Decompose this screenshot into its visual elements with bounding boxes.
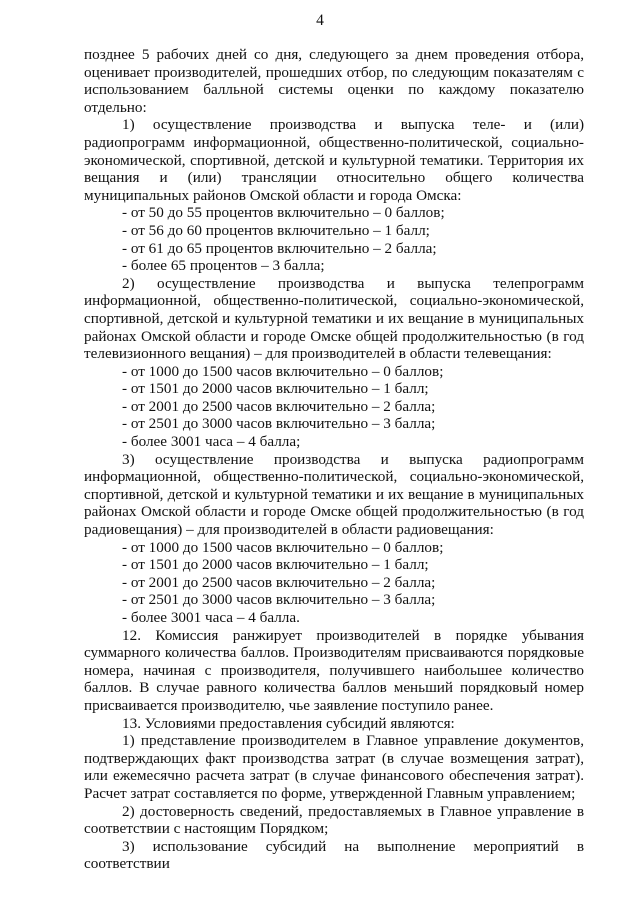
intro-paragraph: позднее 5 рабочих дней со дня, следующего за днем проведения отбора, оценивает производителей, прошедших отбор, по следующим показателям с использованием балльной системы оценки по каждому показателю отдельно: <box>84 46 584 116</box>
criterion-3-text: 3) осуществление производства и выпуска радиопрограмм информационной, общественно-политической, социально-экономической, спортивной, детской и культурной тематики и их вещание в муниципальных районах Омской области и городе Омске общей продолжительностью (в год радиовещания) – для производителей в области радиовещания: <box>84 450 584 539</box>
criterion-3-item: - от 1501 до 2000 часов включительно – 1 балл; <box>122 556 429 574</box>
criterion-2-item: - более 3001 часа – 4 балла; <box>122 433 301 451</box>
criterion-2-item: - от 2001 до 2500 часов включительно – 2 балла; <box>122 397 436 415</box>
paragraph-13-item-2: 2) достоверность сведений, предоставляемых в Главное управление в соответствии с настоящим Порядком; <box>84 802 584 838</box>
criterion-1-text: 1) осуществление производства и выпуска теле- и (или) радиопрограмм информационной, общественно-политической, социально-экономической, спортивной, детской и культурной тематики. Территория их вещания и (или) трансляции относительно общего количества муниципальных районов Омской области и города Омска: <box>84 116 584 204</box>
criterion-2-item: - от 1000 до 1500 часов включительно – 0 баллов; <box>122 362 444 380</box>
criterion-3-item: - от 2001 до 2500 часов включительно – 2 балла; <box>122 573 436 591</box>
criterion-3-item: - от 1000 до 1500 часов включительно – 0 баллов; <box>122 538 444 556</box>
criterion-1-item: - от 56 до 60 процентов включительно – 1 балл; <box>122 221 430 239</box>
document-body <box>84 46 584 873</box>
criterion-1-item: - от 50 до 55 процентов включительно – 0 баллов; <box>122 204 445 222</box>
criterion-3-item: - от 2501 до 3000 часов включительно – 3 балла; <box>122 591 436 609</box>
paragraph-13-heading: 13. Условиями предоставления субсидий являются: <box>122 714 455 732</box>
criterion-2-text: 2) осуществление производства и выпуска телепрограмм информационной, общественно-политической, социально-экономической, спортивной, детской и культурной тематики и их вещание в муниципальных районах Омской области и городе Омске общей продолжительностью (в год телевизионного вещания) – для производителей в области телевещания: <box>84 274 584 363</box>
paragraph-13-item-3: 3) использование субсидий на выполнение мероприятий в соответствии <box>84 837 584 873</box>
criterion-1-item: - от 61 до 65 процентов включительно – 2 балла; <box>122 239 437 257</box>
paragraph-12: 12. Комиссия ранжирует производителей в порядке убывания суммарного количества баллов. Производителям присваиваются порядковые номера, начиная с производителя, получившего наибольшее количество баллов. В случае равного количества баллов меньший порядковый номер присваивается производителю, чье заявление поступило ранее. <box>84 626 584 714</box>
criterion-2-item: - от 1501 до 2000 часов включительно – 1 балл; <box>122 380 429 398</box>
criterion-2-item: - от 2501 до 3000 часов включительно – 3 балла; <box>122 415 436 433</box>
criterion-1-item: - более 65 процентов – 3 балла; <box>122 257 325 275</box>
page-number: 4 <box>316 12 324 29</box>
criterion-3-item: - более 3001 часа – 4 балла. <box>122 609 300 626</box>
paragraph-13-item-1: 1) представление производителем в Главное управление документов, подтверждающих факт производства затрат (в случае возмещения затрат), или ежемесячно расчета затрат (в случае финансового обеспечения затрат). Расчет затрат составляется по форме, утвержденной Главным управлением; <box>84 732 584 802</box>
